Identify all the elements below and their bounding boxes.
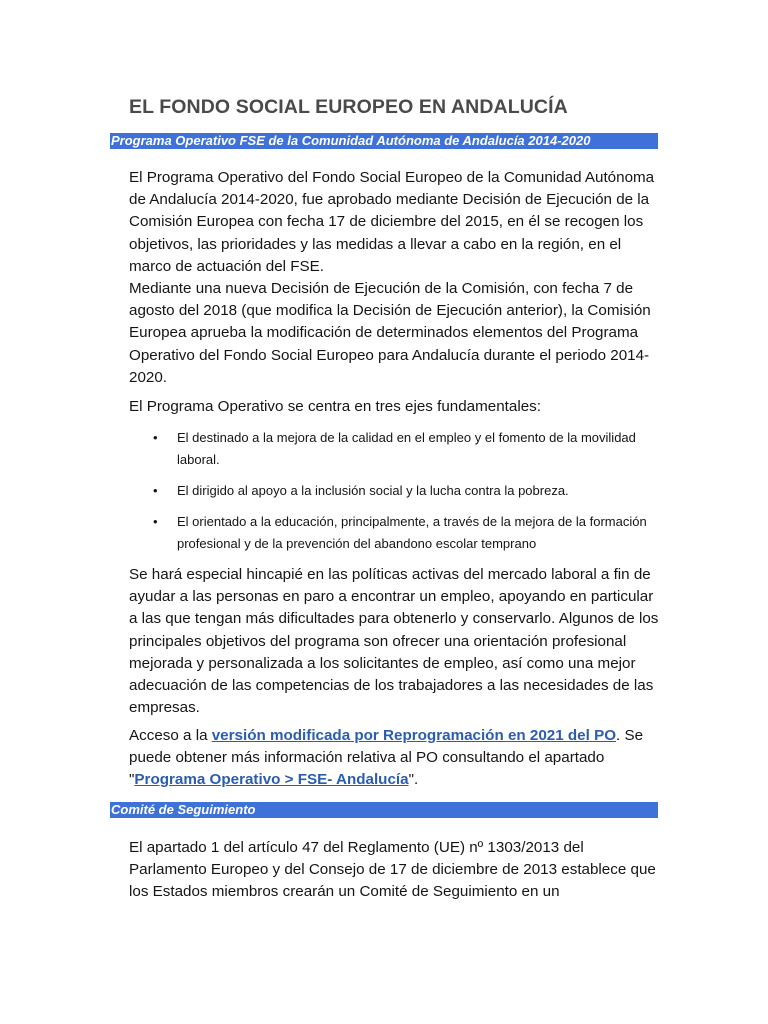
acceso-middle: . Se puede obtener más información relativa al PO consultando el apartado " (129, 727, 644, 789)
bullet-icon: • (153, 483, 158, 498)
bullet-icon: • (153, 430, 158, 445)
reprogramacion-link[interactable]: versión modificada por Reprogramación en 2021 del PO (211, 727, 617, 744)
programa-operativo-link[interactable]: Programa Operativo > FSE- Andalucía (134, 771, 409, 789)
page-title: EL FONDO SOCIAL EUROPEO EN ANDALUCÍA (129, 96, 568, 118)
bullet-icon: • (153, 514, 158, 529)
ejes-list (129, 427, 659, 555)
section-heading-text: Comité de Seguimiento (111, 802, 256, 817)
paragraph-politicas: Se hará especial hincapié en las políticas activas del mercado laboral a fin de ayudar a las personas en paro a encontrar un empleo, apoyando en particular a las que tengan más dificultades para obtenerlo y conservarlo. Algunos de los principales objetivos del programa son ofrecer una orientación profesional mejorada y personalizada a los solicitantes de empleo, así como una mejor adecuación de las competencias de los trabajadores a las necesidades de las empresas. (129, 566, 659, 717)
list-item (129, 480, 659, 502)
section-heading-comite (110, 802, 658, 818)
list-item-text: El dirigido al apoyo a la inclusión social y la lucha contra la pobreza. (177, 483, 569, 498)
list-item-text: El destinado a la mejora de la calidad en el empleo y el fomento de la movilidad laboral. (177, 430, 636, 467)
section-heading-programa-operativo (110, 133, 658, 149)
acceso-prefix: Acceso a la (129, 727, 212, 744)
paragraph-modificacion: Mediante una nueva Decisión de Ejecución de la Comisión, con fecha 7 de agosto del 2018 (que modifica la Decisión de Ejecución anterior), la Comisión Europea aprueba la modificación de determinados elementos del Programa Operativo del Fondo Social Europeo para Andalucía durante el periodo 2014-2020. (129, 280, 651, 386)
list-item-text: El orientado a la educación, principalmente, a través de la mejora de la formación profesional y de la prevención del abandono escolar temprano (177, 514, 647, 551)
list-item (129, 427, 659, 471)
paragraph-reglamento: El apartado 1 del artículo 47 del Reglamento (UE) nº 1303/2013 del Parlamento Europeo y del Consejo de 17 de diciembre de 2013 establece que los Estados miembros crearán un Comité de Seguimiento en un (129, 839, 656, 901)
paragraph-ejes-intro: El Programa Operativo se centra en tres ejes fundamentales: (129, 398, 541, 415)
list-item (129, 511, 659, 555)
acceso-suffix: ". (408, 771, 419, 789)
paragraph-acceso (129, 725, 659, 792)
paragraph-aprobacion: El Programa Operativo del Fondo Social Europeo de la Comunidad Autónoma de Andalucía 2014-2020, fue aprobado mediante Decisión de Ejecución de la Comisión Europea con fecha 17 de diciembre del 2015, en él se recogen los objetivos, las prioridades y las medidas a llevar a cabo en la región, en el marco de actuación del FSE. (129, 169, 655, 275)
section-heading-text: Programa Operativo FSE de la Comunidad Autónoma de Andalucía 2014-2020 (111, 133, 591, 148)
